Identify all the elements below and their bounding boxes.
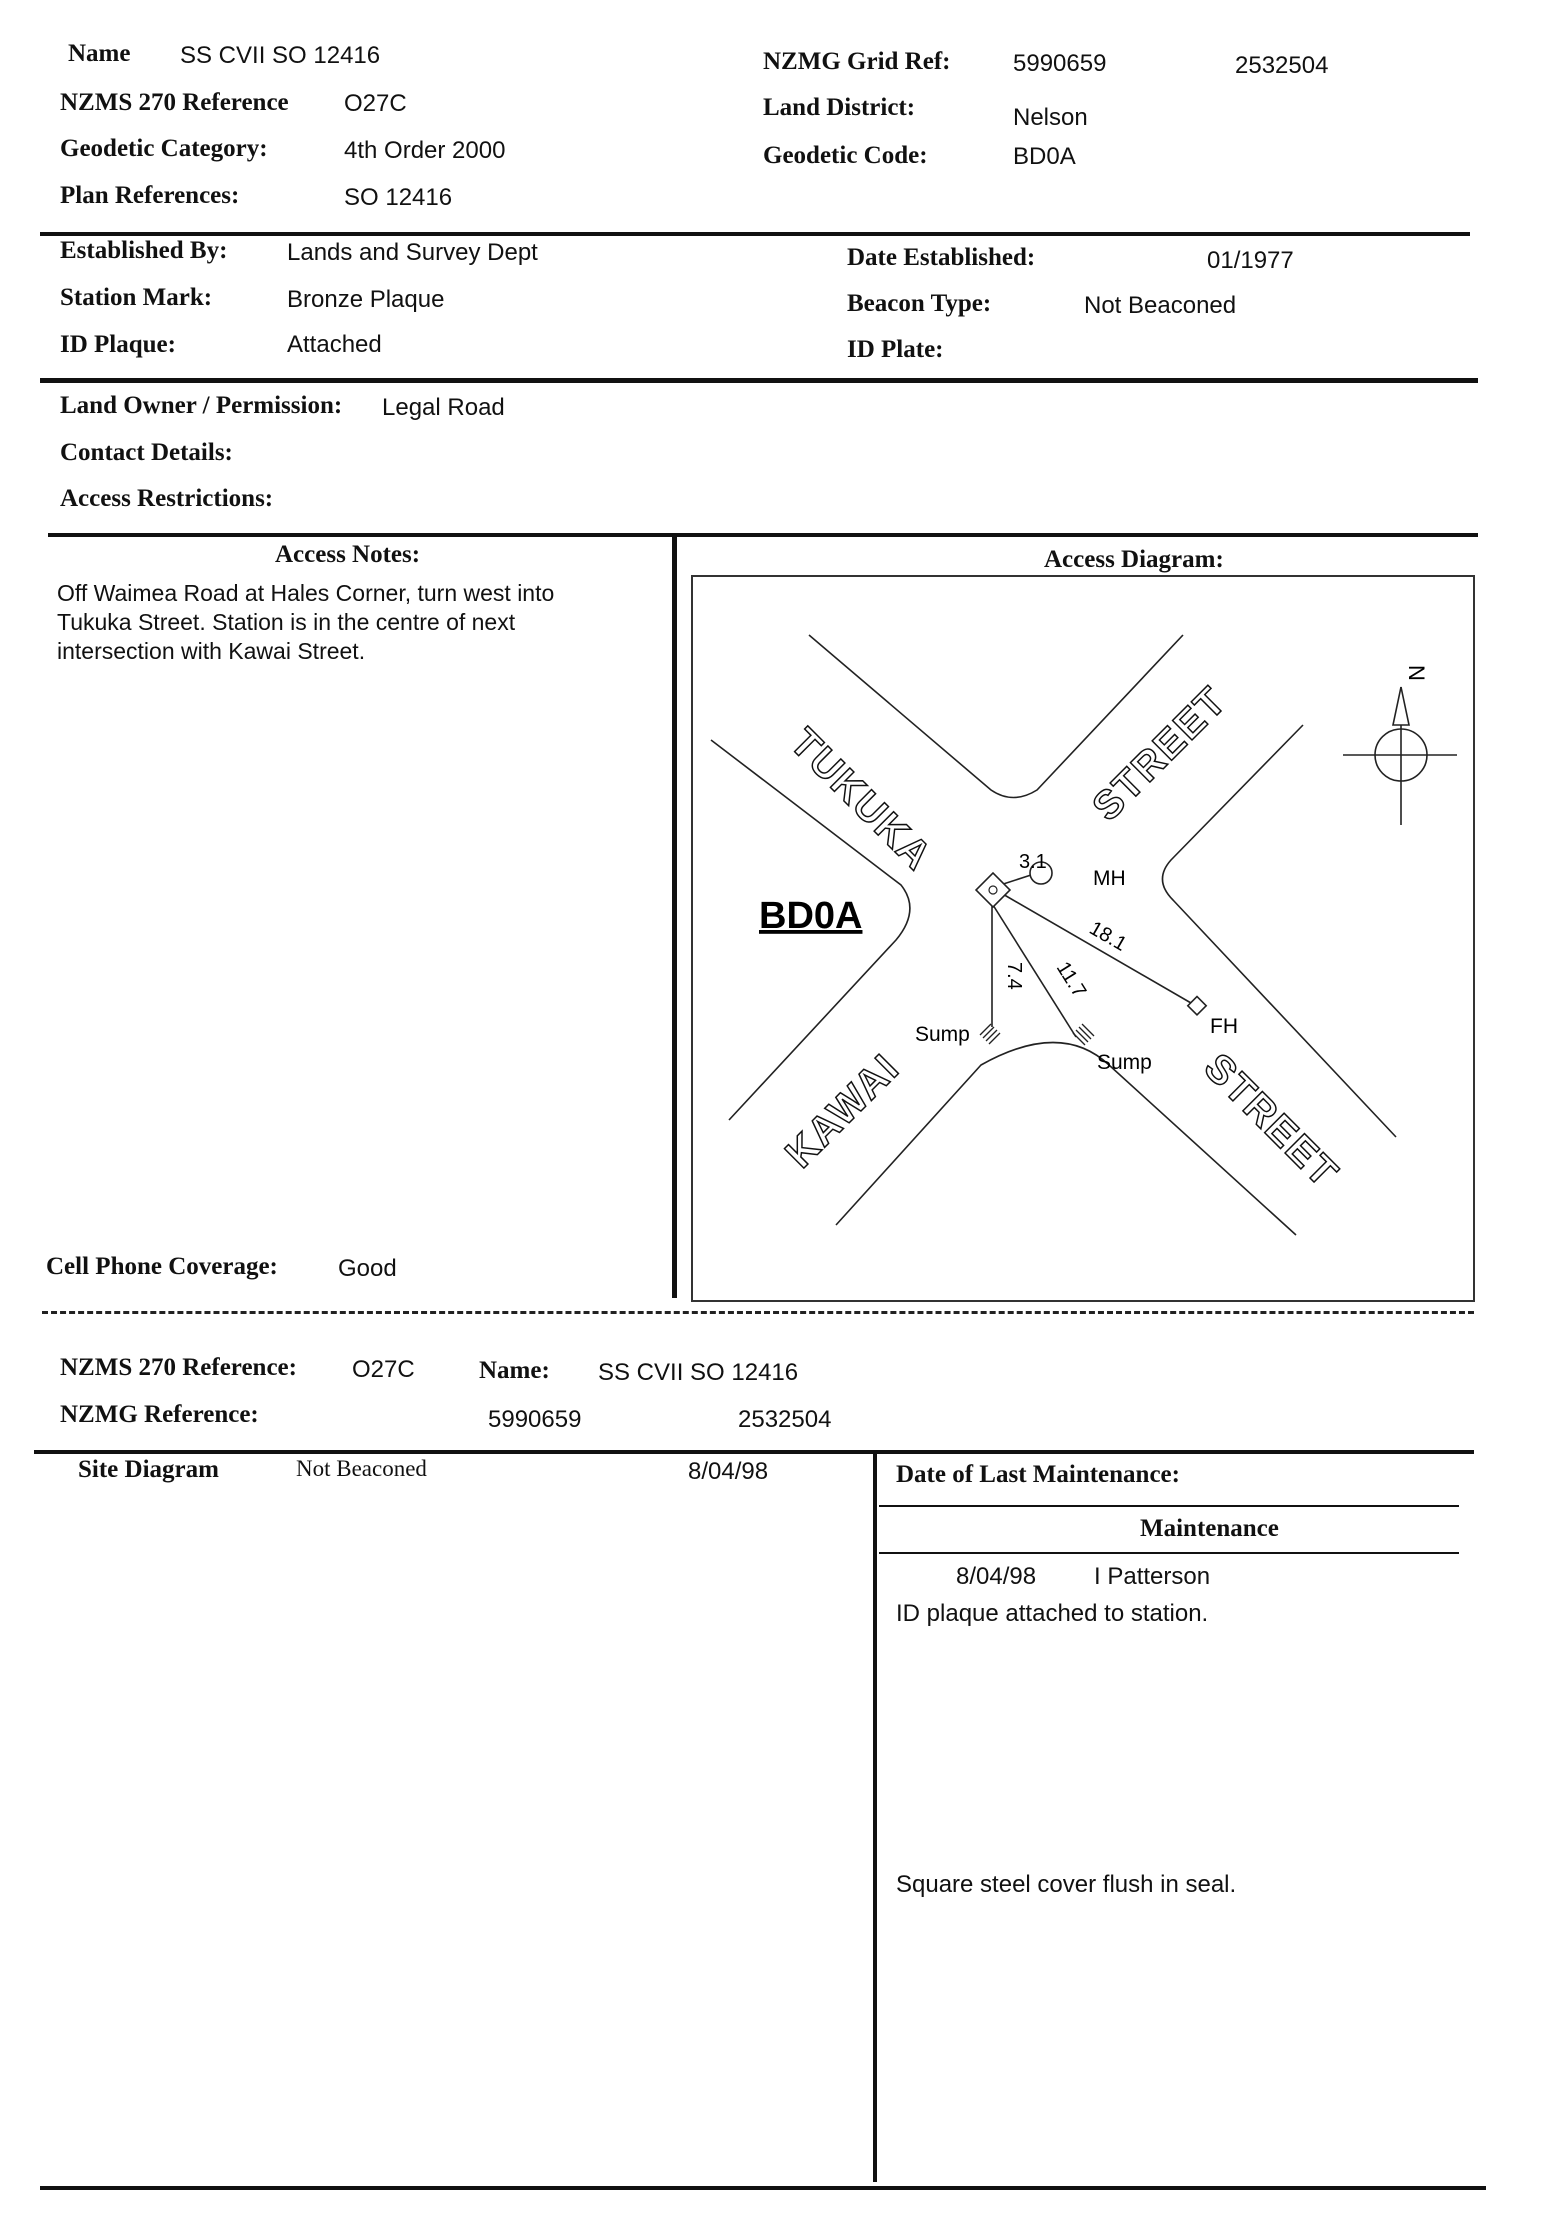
grid-ref-north: 5990659 [1013, 50, 1107, 77]
access-notes-text: Off Waimea Road at Hales Corner, turn west into Tukuka Street. Station is in the centre of next intersection with Kawai Street. [57, 580, 555, 664]
access-diagram [691, 575, 1475, 1302]
plan-references-label: Plan References: [60, 182, 240, 209]
site-diagram-label: Site Diagram [78, 1456, 219, 1483]
fh-label: FH [1210, 1015, 1238, 1038]
geodetic-category-label: Geodetic Category: [60, 135, 268, 162]
last-maintenance-label: Date of Last Maintenance: [896, 1461, 1180, 1488]
maintenance-rule-2 [879, 1552, 1459, 1554]
access-notes-label: Access Notes: [275, 541, 421, 568]
distance-fh: 18.1 [1085, 917, 1131, 956]
site-vertical-divider [873, 1452, 877, 2182]
grid-ref-east: 2532504 [1235, 52, 1329, 79]
established-by-label: Established By: [60, 237, 228, 264]
footer-nzmg-east: 2532504 [738, 1406, 832, 1433]
name-label: Name [68, 40, 131, 67]
site-date-value: 8/04/98 [688, 1458, 769, 1485]
street-label-top-street: STREET [1084, 678, 1236, 830]
grid-ref-label: NZMG Grid Ref: [763, 48, 951, 75]
plan-references-value: SO 12416 [344, 184, 453, 211]
maintenance-note: Square steel cover flush in seal. [896, 1871, 1237, 1898]
access-diagram-label: Access Diagram: [1044, 546, 1224, 573]
station-mark-value: Bronze Plaque [287, 286, 445, 313]
contact-details-label: Contact Details: [60, 439, 233, 466]
id-plate-label: ID Plate: [847, 336, 944, 363]
access-vertical-divider [672, 536, 677, 1298]
footer-nzms-label: NZMS 270 Reference: [60, 1354, 297, 1381]
access-restrictions-label: Access Restrictions: [60, 485, 274, 512]
footer-nzms-value: O27C [352, 1356, 415, 1383]
nzms-reference-label: NZMS 270 Reference [60, 89, 289, 116]
name-value: SS CVII SO 12416 [180, 42, 381, 69]
footer-name-label: Name: [479, 1357, 550, 1384]
maintenance-rule-1 [879, 1505, 1459, 1507]
maintenance-entry-text: ID plaque attached to station. [896, 1600, 1209, 1627]
distance-sump-left: 7.4 [1003, 962, 1025, 990]
nzms-reference-value: O27C [344, 90, 407, 117]
footer-nzmg-label: NZMG Reference: [60, 1401, 259, 1428]
sump-right-label: Sump [1097, 1051, 1152, 1074]
geodetic-code-value: BD0A [1013, 143, 1076, 170]
geodetic-category-value: 4th Order 2000 [344, 137, 506, 164]
ownership-divider [48, 533, 1478, 537]
land-district-label: Land District: [763, 94, 916, 121]
land-district-value: Nelson [1013, 104, 1088, 131]
mh-label: MH [1093, 867, 1126, 890]
street-label-kawai: KAWAI [777, 1045, 909, 1177]
site-top-divider [34, 1450, 1474, 1454]
street-label-tukuka: TUKUKA [781, 720, 941, 880]
beacon-type-label: Beacon Type: [847, 290, 992, 317]
page-bottom-rule [40, 2186, 1486, 2190]
footer-nzmg-north: 5990659 [488, 1406, 582, 1433]
diagram-frame [692, 576, 1474, 1301]
date-established-value: 01/1977 [1207, 247, 1294, 274]
footer-name-value: SS CVII SO 12416 [598, 1359, 799, 1386]
maintenance-entry-date: 8/04/98 [956, 1563, 1037, 1590]
station-mark-label: Station Mark: [60, 284, 213, 311]
geodetic-code-label: Geodetic Code: [763, 142, 928, 169]
distance-sump-right: 11.7 [1051, 957, 1091, 1002]
cell-coverage-label: Cell Phone Coverage: [46, 1253, 278, 1280]
maintenance-header: Maintenance [1140, 1515, 1279, 1542]
maintenance-entry-person: I Patterson [1094, 1563, 1211, 1590]
north-label: N [1404, 665, 1429, 681]
site-beacon-value: Not Beaconed [296, 1456, 427, 1481]
cut-line [42, 1311, 1474, 1314]
id-plaque-label: ID Plaque: [60, 331, 176, 358]
beacon-type-value: Not Beaconed [1084, 292, 1237, 319]
station-code-label: BD0A [759, 895, 863, 937]
cell-coverage-value: Good [338, 1255, 397, 1282]
street-label-bottom-street: STREET [1195, 1045, 1347, 1197]
established-by-value: Lands and Survey Dept [287, 239, 538, 266]
distance-mh: 3.1 [1019, 851, 1047, 873]
land-owner-value: Legal Road [382, 394, 505, 421]
land-owner-label: Land Owner / Permission: [60, 392, 343, 419]
header-divider [40, 232, 1470, 236]
sump-left-label: Sump [915, 1023, 970, 1046]
establishment-divider [40, 378, 1478, 383]
date-established-label: Date Established: [847, 244, 1036, 271]
id-plaque-value: Attached [287, 331, 382, 358]
